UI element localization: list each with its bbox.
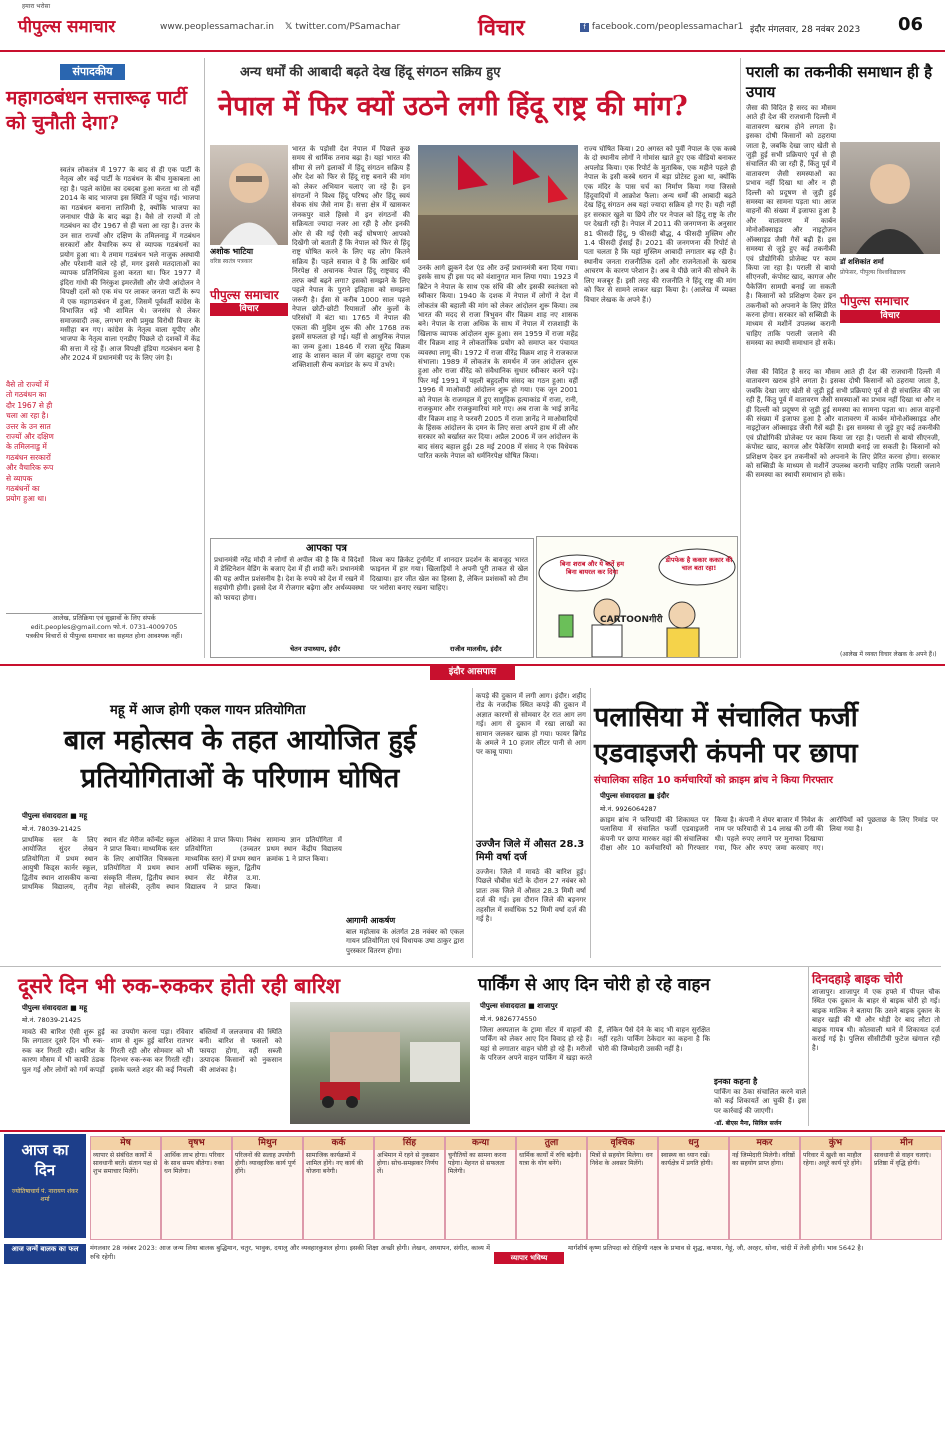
right-box-tag: विचार [840, 310, 940, 323]
right-author-photo [840, 142, 940, 254]
right-body-main: जैसा की विदित है सरद का मौसम आते ही देश की राजधानी दिल्ली में वातावरण खराब होने लगता है। इसका दोषी किसानों को ठहराया जाता है, जबकि देखा जाए खेती से जुड़ी हुई सभी प्रक्रियाएं पूर्व से ही संचालित की जा रही हैं, किंतु पूर्व में वातावरण जैसी समस्याओं का प्रभाव नहीं दिखा था और न ही दिल्ली को प्रदूषण से जुड़ी हुई समस्या का सामना पड़ता था। आज वाहनों की संख्या में इजाफा हुआ है और वातावरण में कार्बन मोनोऑक्साइड और नाइट्रोजन ऑक्साइड जैसी गैसें बढ़ी हैं। इस समस्या से जुड़े हुए कई तकनीकी एवं प्रौद्योगिकी प्रोजेक्ट पर काम किया जा रहा है। पराली से बायो सीएनजी, कंपोस्ट खाद, कागज और पैकेजिंग सामग्री बनाई जा सकती है। किसानों को प्रशिक्षण देकर इन तकनीकों को अपनाने के लिए प्रेरित करना होगा। सरकार को सब्सिडी के माध्यम से मशीनें उपलब्ध करानी चाहिए ताकि पराली जलाने की समस्या का स्थायी समाधान हो सके। [746, 368, 940, 480]
story2-phone: मो.नं. 78039-21425 [22, 1016, 82, 1024]
main-kicker: अन्य धर्मों की आबादी बढ़ते देख हिंदू संगठन सक्रिय हुए [240, 65, 501, 80]
twitter-link[interactable]: 𝕏 twitter.com/PSamachar [285, 22, 401, 32]
sign-name: कर्क [304, 1137, 373, 1150]
brief1-sub-body: उज्जैन। जिले में मावठे की बारिश हुई। पिछले चौबीस घंटों के दौरान 27 नवंबर को प्रातः तक जिले में औसत 28.3 मिमी वर्षा दर्ज की गई। इस दौरान जिले की बड़नगर तहसील में सर्वाधिक 52 मिमी वर्षा दर्ज की गई है। [476, 868, 586, 924]
footer-disclaimer: पत्रकीय विचारों से पीपुल्स समाचार का सहमत होना आवश्यक नहीं। [25, 632, 183, 640]
author-box-tag: विचार [210, 303, 288, 316]
author-name: अशोक भाटिया [210, 247, 254, 256]
author-portrait-icon [210, 145, 288, 245]
sign-text: धार्मिक कार्यों में रुचि बढ़ेगी। यात्रा के योग बनेंगे। [519, 1152, 582, 1167]
paper-tagline: हमारा भरोसा [22, 3, 51, 10]
masthead-logo: पीपुल्स समाचार [18, 17, 116, 37]
story3-headline: पलासिया में संचालित फर्जी एडवाइजरी कंपनी पर छापा [594, 702, 858, 769]
business-forecast-label: व्यापार भविष्य [494, 1252, 564, 1264]
story2-byline: पीपुल्स संवाददाता ■ महू [22, 1004, 88, 1012]
facebook-link[interactable]: f facebook.com/peoplessamachar1 [580, 22, 743, 32]
rally-flags-icon [418, 145, 578, 260]
brief1-subhead: उज्जैन जिले में औसत 28.3 मिमी वर्षा दर्ज [476, 839, 585, 863]
sign-text: सावधानी से वाहन चलाएं। प्रतिष्ठा में वृद्धि होगी। [874, 1152, 932, 1167]
sign-text: आर्थिक लाभ होगा। परिवार के साथ समय बीतेगा। रुका धन मिलेगा। [164, 1152, 225, 1175]
sign-name: मिथुन [233, 1137, 302, 1150]
letter-2-signer: राजीव मालवीय, इंदौर [450, 645, 502, 653]
horoscope-footer-body: मंगलवार 28 नवंबर 2023: आज जन्म लिया बालक बुद्धिमान, चतुर, भावुक, दयालु और व्यवहारकुशल होगा। इसकी शिक्षा अच्छी होगी। लेखन, अध्यापन, संगीत, काव्य में रुचि रहेगी। [90, 1244, 490, 1261]
sign-text: चुनौतियों का सामना करना पड़ेगा। मेहनत से सफलता मिलेगी। [448, 1152, 507, 1175]
sign-name: मकर [730, 1137, 799, 1150]
story4-phone: मो.नं. 9826774550 [480, 1015, 537, 1023]
story1-sub-body: बाल महोत्सव के अंतर्गत 28 नवंबर को एकल गायन प्रतियोगिता एवं विधायक उषा ठाकुर द्वारा पुरस्कार वितरण होगा। [346, 928, 464, 955]
rain-photo [290, 1002, 470, 1124]
business-forecast-body: मार्गशीर्ष कृष्ण प्रतिपदा को रोहिणी नक्षत्र के प्रभाव से शुद्ध, कपास, गेहूं, जौ, अरहर, सोना, चांदी में तेजी होगी। भाव 5642 है। [568, 1244, 864, 1252]
sign-card-7 [516, 1136, 587, 1240]
sign-text: परिजनों की सलाह उपयोगी होगी। व्यावहारिक कार्य पूर्ण होंगे। [235, 1152, 296, 1175]
horoscope-title-box [4, 1134, 86, 1238]
story3-phone: मो.नं. 9926064287 [600, 805, 657, 813]
editorial-title: महागठबंधन सत्तारूढ़ पार्टी को चुनौती देगा? [6, 87, 187, 134]
story4-headline: पार्किंग से आए दिन चोरी हो रहे वाहन [478, 975, 710, 995]
story5-body: शाजापुर। शाजापुर में एक हफ्ते में पीपल चौक स्थित एक दुकान के बाहर से बाइक चोरी हो गई। बाइक मालिक ने बताया कि उसने बाइक दुकान के बाहर खड़ी की थी और थोड़ी देर बाद लौटा तो बाइक गायब थी। कोतवाली थाने में शिकायत दर्ज कराई गई है। पुलिस सीसीटीवी फुटेज खंगाल रही है। [812, 988, 940, 1053]
editorial-pull-quote: वैसे तो राज्यों में तो गठबंधन का दौर 1967 से ही चला आ रहा है। उत्तर के उन सात राज्यों और दक्षिण के तमिलनाडु में गठबंधन सरकारों और वैचारिक रूप से व्यापक गठबंधनों का प्रयोग हुआ था। [6, 380, 54, 504]
right-title: पराली का तकनीकी समाधान ही है उपाय [746, 63, 933, 101]
brief1-body: कपड़े की दुकान में लगी आग। इंदौर। शहीद रोड के नजदीक स्थित कपड़े की दुकान में अज्ञात कारणों से सोमवार देर रात आग लग गई। आग से दुकान में रखा लाखों का सामान जलकर खाक हो गया। फायर ब्रिगेड के अमले ने 10 हजार लीटर पानी से आग पर काबू पाया। [476, 692, 586, 757]
author-photo [210, 145, 288, 245]
right-author-name: डॉ शशिकांत शर्मा [840, 258, 884, 266]
main-col-1: भारत के पड़ोसी देश नेपाल में पिछले कुछ समय से धार्मिक तनाव बढ़ा है। यहां भारत की सीमा से लगे इलाकों में हिंदू संगठन सक्रिय हैं और देश को फिर से हिंदू राष्ट्र बनाने की मांग को लेकर अभियान चलाए जा रहे हैं। इन संगठनों ने विश्व हिंदू परिषद और हिंदू स्वयं सेवक संघ जैसे नाम हैं। सत्ता क्षेत्र में खासकर जनकपुर वाले हिस्से में इन संगठनों की सक्रियता ज्यादा नजर आ रही है और इनकी ओर से की गई ऐसी कई घोषणाएं आपको दिखेंगी जो बताती हैं कि नेपाल को फिर से हिंदू राष्ट्र घोषित करने के लिए यह लोग कितने सक्रिय हैं। पहले सवाल ये है कि आखिर धर्म निरपेक्ष से अचानक नेपाल हिंदू राष्ट्रवाद की तरफ क्यों बढ़ने लगा? इसको समझने के लिए पहले नेपाल के पुराने इतिहास को समझना जरूरी है। ईसा से करीब 1000 साल पहले नेपाल छोटी-छोटी रियासतों और कुलों के परिसंघों में बंटा था। 1765 में नेपाल की एकता की मुहिम शुरू की और 1768 तक इसमें सफलता हो गई। यहीं से आधुनिक नेपाल का जन्म हुआ। 1846 में राजा सुरेंद्र विक्रम शाह के शासन काल में जंग बहादुर राणा एक शक्तिशाली सैन्य कमांडर के रूप में उभरे। [292, 145, 410, 370]
facebook-icon: f [580, 23, 589, 32]
indore-band-label: इंदौर आसपास [430, 664, 515, 680]
story5-headline: दिनदहाड़े बाइक चोरी [812, 972, 903, 986]
main-col-2: उनके आगे झुकने देश एंड और उन्हें प्रधानमंत्री बना दिया गया। इसके साथ ही इस पद को वंशानुगत मान लिया गया। 1923 में ब्रिटेन ने नेपाल के साथ एक संधि की और इसकी स्वतंत्रता को स्वीकार किया। 1940 के दशक में नेपाल में लोगों ने देश में लोकतंत्र की बहाली की मांग को लेकर आंदोलन शुरू किया। तब भारत की मदद से राजा त्रिभुवन वीर विक्रम शाह नए शासक बने। नेपाल के राजा अधिक के साथ में नेपाल में राजशाही के खिलाफ व्यापक आंदोलन शुरू हुआ। सन 1959 में राजा महेंद्र वीर विक्रम शाह ने लोकतांत्रिक प्रयोग को समाप्त कर पंचायत व्यवस्था लागू की। 1972 में राजा वीरेंद्र विक्रम शाह ने राजकाज संभाला। 1989 में लोकतंत्र के समर्थन में जन आंदोलन शुरू हुआ और राजा वीरेंद्र को संवैधानिक सुधार स्वीकार करने पड़े। फिर मई 1991 में पहली बहुदलीय संसद का गठन हुआ। वहीं 1996 में माओवादी आंदोलन शुरू हो गया। एक जून 2001 को नेपाल के राजमहल में हुए सामूहिक हत्याकांड में राजा, रानी, राजकुमार और राजकुमारियां मारे गए। अब राजा के भाई ज्ञानेंद्र वीर विक्रम शाह ने फरवरी 2005 में राजा ज्ञानेंद्र ने माओवादियों के हिंसक आंदोलन के दमन के लिए सत्ता अपने हाथ में ली और सरकार को बर्खास्त कर दिया। अप्रैल 2006 में जन आंदोलन के बाद संसद बहाल हुई। 28 मई 2008 में संसद ने एक विधेयक पारित करके नेपाल को धर्मनिरपेक्ष घोषित किया। [418, 264, 578, 461]
sign-name: कुंभ [801, 1137, 870, 1150]
cartoon-label: CARTOONगीरी [600, 615, 663, 625]
page-header [0, 0, 945, 52]
story3-byline: पीपुल्स संवाददाता ■ इंदौर [600, 792, 669, 800]
story3-body: क्राइम ब्रांच ने फरियादी की शिकायत पर पलासिया में संचालित फर्जी एडवाइजरी कंपनी पर छापा मारकर वहां की संचालिका दीक्षा और 10 कर्मचारियों को गिरफ्तार किया है। कंपनी ने शेयर बाजार में निवेश के नाम पर फरियादी से 14 लाख की ठगी की थी। पहले रुपए लगाने पर मुनाफा दिखाया गया, फिर और रुपए जमा करवाए गए। आरोपियों को पूछताछ के लिए रिमांड पर लिया गया है। [600, 816, 938, 853]
dateline: इंदौर मंगलवार, 28 नवंबर 2023 [750, 25, 861, 35]
cartoon-bubble-1: बिना शराब और ये बातें हम बिना बायरल कर दिया [560, 560, 624, 576]
right-box-logo: पीपुल्स समाचार [840, 294, 909, 308]
sign-card-12 [871, 1136, 942, 1240]
story3-subhead: संचालिका सहित 10 कर्मचारियों को क्राइम ब्रांच ने किया गिरफ्तार [594, 775, 833, 786]
story4-subhead: इनका कहना है [714, 1077, 758, 1086]
sign-text: व्यापार से संबंधित कार्यों में सावधानी बरतें। संतान पक्ष से शुभ समाचार मिलेंगे। [93, 1152, 158, 1175]
sign-card-9 [658, 1136, 729, 1240]
right-author-note: (आलेख में व्यक्त विचार लेखक के अपने हैं।) [840, 651, 937, 658]
sign-name: वृषभ [162, 1137, 231, 1150]
sign-card-10 [729, 1136, 800, 1240]
story1-subhead: आगामी आकर्षण [346, 916, 396, 925]
sign-text: सामाजिक कार्यक्रमों में शामिल होंगे। नए कार्य की योजना बनेगी। [306, 1152, 364, 1175]
sign-text: मित्रों से सहयोग मिलेगा। धन निवेश के अवसर मिलेंगे। [590, 1152, 653, 1167]
sign-card-11 [800, 1136, 871, 1240]
story4-byline: पीपुल्स संवाददाता ■ शाजापुर [480, 1002, 558, 1010]
website-link[interactable]: www.peoplessamachar.in [160, 22, 274, 32]
horoscope-title-top: आज का [21, 1141, 69, 1159]
main-headline: नेपाल में फिर क्यों उठने लगी हिंदू राष्ट्र की मांग? [218, 91, 688, 122]
story1-kicker: महू में आज होगी एकल गायन प्रतियोगिता [110, 703, 306, 718]
right-author-portrait-icon [840, 142, 940, 254]
sign-text: नई जिम्मेदारी मिलेगी। वरिष्ठों का सहयोग प्राप्त होगा। [732, 1152, 795, 1167]
story1-byline: पीपुल्स संवाददाता ■ महू [22, 812, 88, 820]
story1-headline: बाल महोत्सव के तहत आयोजित हुई प्रतियोगिताओं के परिणाम घोषित [63, 725, 417, 794]
horoscope-footer-label: आज जन्में बालक का फल [4, 1244, 86, 1264]
sign-card-1 [90, 1136, 161, 1240]
horoscope-divider [0, 1130, 945, 1132]
sign-name: मीन [872, 1137, 941, 1150]
story1-phone: मो.नं. 78039-21425 [22, 825, 82, 833]
sign-text: परिवार में खुशी का माहौल रहेगा। अधूरे कार्य पूरे होंगे। [803, 1152, 862, 1167]
story4-quote-by: -डॉ. बीएस मैना, सिविल सर्जन [714, 1120, 782, 1127]
sign-name: सिंह [375, 1137, 444, 1150]
footer-line: आलेख, प्रतिक्रिया एवं सुझावों के लिए संपर्क [52, 614, 156, 622]
story2-body: मावठे की बारिश ऐसी शुरू हुई कि लगातार दूसरे दिन भी रुक-रुक कर गिरती रही। बारिश के कारण मौसम में भी काफी ठंडक घुल गई और लोगों को गर्म कपड़ों का उपयोग करना पड़ा। रविवार शाम से शुरू हुई बारिश रातभर गिरती रही और सोमवार को भी दिनभर रुक-रुक कर गिरती रही। इसके चलते शहर की कई निचली बस्तियों में जलजमाव की स्थिति बनी। बारिश से फसलों को फायदा होगा, वहीं सब्जी उत्पादक किसानों को नुकसान की आशंका है। [22, 1028, 282, 1074]
story2-headline: दूसरे दिन भी रुक-रुककर होती रही बारिश [18, 973, 340, 998]
sign-card-5 [374, 1136, 445, 1240]
sign-card-4 [303, 1136, 374, 1240]
main-col-3: राज्य घोषित किया। 20 अगस्त को पूर्वी नेपाल के एक कस्बे के दो स्थानीय लोगों ने गोमांस खाते हुए एक वीडियो बनाकर अपलोड किया। एक रिपोर्ट के मुताबिक, एक महीने पहले ही नेपाल के इसी कस्बे धरान में बड़ा प्रोटेस्ट हुआ था, क्योंकि एक मंदिर के पास चर्च का निर्माण किया गया जिससे हिंदूवादियों में आक्रोश फैला। अन्य धर्मों की आबादी बढ़ते देख हिंदू संगठन अब यहां ज्यादा सक्रिय हो गए हैं। यही नहीं हर सरकार खुले या छिपे तौर पर नेपाल को हिंदू राष्ट्र के तौर पर देखती रही है। नेपाल में 2011 की जनगणना के अनुसार 81 फीसदी हिंदू, 9 फीसदी बौद्ध, 4 फीसदी मुस्लिम और 1.4 फीसदी ईसाई हैं। 2021 की जनगणना की रिपोर्ट से पता चलता है कि यहां मुस्लिम आबादी लगातार बढ़ रही है। स्थानीय जनता राजनीतिक दलों और राजनेताओं के खराब आचरण के कारण परेशान है। अब वे पीछे जाने की सोचने के लिए मजबूर हैं। इसी तरह की राजनीति ने हिंदू राष्ट्र की मांग को फिर से सामने लाकर खड़ा किया है। (आलेख में व्यक्त विचार लेखक के अपने हैं।) [584, 145, 736, 304]
editorial-footer [6, 613, 202, 654]
sign-name: तुला [517, 1137, 586, 1150]
rally-photo [418, 145, 578, 260]
editorial-label: संपादकीय [60, 64, 125, 80]
story4-quote: पार्किंग का ठेका संचालित करने वाले को कई शिकायतें आ चुकी हैं। इस पर कार्रवाई की जाएगी। [714, 1088, 806, 1115]
cartoon-panel [536, 536, 738, 658]
sign-card-8 [587, 1136, 658, 1240]
sign-card-6 [445, 1136, 516, 1240]
sign-card-3 [232, 1136, 303, 1240]
sign-text: स्वास्थ्य का ध्यान रखें। कार्यक्षेत्र में प्रगति होगी। [661, 1152, 713, 1167]
author-desc: वरिष्ठ स्वतंत्र पत्रकार [210, 258, 253, 265]
letter-2: विश्व कप क्रिकेट टूर्नामेंट में शानदार प्रदर्शन के बावजूद भारत फाइनल में हार गया। खिलाड़ियों ने अपनी पूरी ताकत से खेल दिखाया। हार जीत खेल का हिस्सा है, लेकिन प्रशंसकों को टीम पर भरोसा बनाए रखना चाहिए। [370, 556, 528, 593]
rain-street-icon [290, 1002, 470, 1124]
sign-name: कन्या [446, 1137, 515, 1150]
cartoon-bubble-2: डीपफेक है ककार ककार की चाल बता रहा! [665, 556, 733, 572]
sign-card-2 [161, 1136, 232, 1240]
horoscope-astrologer: ज्योतिषाचार्य पं. नारायण शंकर शर्मा [11, 1188, 79, 1203]
twitter-icon: 𝕏 [285, 22, 296, 32]
cartoon-drawing-icon [537, 537, 737, 657]
page-number: 06 [898, 14, 924, 35]
letter-1-signer: चेतन उपाध्याय, इंदौर [290, 645, 341, 653]
footer-email[interactable]: edit.peoples@gmail.com फो.नं. 0731-4009705 [30, 623, 178, 631]
story4-body: जिला अस्पताल के ट्रामा सेंटर में वाहनों की पार्किंग को लेकर आए दिन विवाद हो रहे हैं। यहां से लगातार वाहन चोरी हो रहे हैं। मरीजों के परिजन अपने वाहन पार्किंग में खड़ा करते हैं, लेकिन पैसे देने के बाद भी वाहन सुरक्षित नहीं रहते। पार्किंग ठेकेदार का कहना है कि चोरी की जिम्मेदारी उसकी नहीं है। [480, 1026, 710, 1063]
right-body-intro: जैसा की विदित है सरद का मौसम आते ही देश की राजधानी दिल्ली में वातावरण खराब होने लगता है। इसका दोषी किसानों को ठहराया जाता है, जबकि देखा जाए खेती से जुड़ी हुई सभी प्रक्रियाएं पूर्व से ही संचालित की जा रही हैं, किंतु पूर्व में वातावरण जैसी समस्याओं का प्रभाव नहीं दिखा था और न ही दिल्ली को प्रदूषण से जुड़ी हुई समस्या का सामना पड़ता था। आज वाहनों की संख्या में इजाफा हुआ है और वातावरण में कार्बन मोनोऑक्साइड और नाइट्रोजन ऑक्साइड जैसी गैसें बढ़ी हैं। इस समस्या से जुड़े हुए कई तकनीकी एवं प्रौद्योगिकी प्रोजेक्ट पर काम किया जा रहा है। पराली से बायो सीएनजी, कंपोस्ट खाद, कागज और पैकेजिंग सामग्री बनाई जा सकती है। किसानों को प्रशिक्षण देकर इन तकनीकों को अपनाने के लिए प्रेरित करना होगा। सरकार को सब्सिडी के माध्यम से मशीनें उपलब्ध करानी चाहिए ताकि पराली जलाने की समस्या का स्थायी समाधान हो सके। [746, 104, 836, 348]
sign-name: मेष [91, 1137, 160, 1150]
sign-name: धनु [659, 1137, 728, 1150]
horoscope-title-bottom: दिन [34, 1161, 56, 1179]
story1-body: प्राथमिक स्तर के लिए आयोजित सुंदर लेखन प्रतियोगिता में प्रथम स्थान आयुषी किड्स कार्नर स्कूल, द्वितीय स्थान शासकीय कन्या प्राथमिक विद्यालय, तृतीय स्थान सेंट मेरीज कॉन्वेंट स्कूल ने प्राप्त किया। माध्यमिक स्तर के लिए आयोजित चित्रकला प्रतियोगिता में प्रथम स्थान संस्कृति नीलम, द्वितीय स्थान नेहा सोलंकी, तृतीय स्थान अंशिका ने प्राप्त किया। निबंध प्रतियोगिता (उच्चतर माध्यमिक स्तर) में प्रथम स्थान आर्मी पब्लिक स्कूल, द्वितीय स्थान सेंट मेरीज उ.मा. विद्यालय ने प्राप्त किया। सामान्य ज्ञान प्रतियोगिता में प्रथम स्थान केंद्रीय विद्यालय क्रमांक 1 ने प्राप्त किया। [22, 836, 342, 892]
author-box-logo: पीपुल्स समाचार [210, 288, 279, 302]
right-author-desc: प्रोफेसर, पीपुल्स विश्वविद्यालय [840, 269, 906, 276]
letters-title: आपका पत्र [306, 543, 347, 554]
sign-name: वृश्चिक [588, 1137, 657, 1150]
editorial-body: स्वतंत्र लोकतंत्र में 1977 के बाद से ही एक पार्टी के नेतृत्व और कई पार्टी के गठबंधन के बीच मुकाबला आ रहा है। पहले कांग्रेस का दबदबा हुआ करता था तो वहीं 2014 के बाद भाजपा इस स्थिति में पहुंच गई। भाजपा का गठबंधन बनाना लाजिमी है, क्योंकि भाजपा का जनाधार पीछे के बाद बढ़ा है। वैसे तो राज्यों में तो गठबंधन का दौर 1967 से ही चला आ रहा है। उत्तर के उन सात राज्यों और दक्षिण के तमिलनाडु में गठबंधन सरकारों और वैचारिक रूप से व्यापक गठबंधनों का प्रयोग हुआ था। ये तमाम गठबंधन भले नाजुक अस्थायी और परेशानी वाले रहे हों, मगर इससे मतदाताओं का व्यापक प्रतिनिधित्व हुआ करता था। फिर 1977 में इंदिरा गांधी की निरंकुश इमरजेंसी और जेपी आंदोलन ने विपक्षी दलों को एक मंच पर लाकर जनता पार्टी के रूप में एक महागठबंधन में हुआ, जिसमें पूर्ववर्ती कांग्रेस के विभाजित धड़े भी शामिल थे। जनसंघ से लेकर समाजवादी तक, लगभग सभी प्रमुख विरोधी विचार के मसीहा बन गए। कांग्रेस के नेतृत्व वाला यूपीए और भाजपा के नेतृत्व वाला एनडीए पिछले दो दशकों में केंद्र की सत्ता में रहे हैं। आज विपक्षी इंडिया गठबंधन बना है और 2024 में प्रधानमंत्री पद के लिए जंग है। [60, 166, 200, 363]
section-title: विचार [478, 16, 525, 41]
sign-text: अभिमान में रहने से नुकसान होगा। सोच-समझकर निर्णय लें। [377, 1152, 439, 1175]
letter-1: प्रधानमंत्री नरेंद्र मोदी ने लोगों से अपील की है कि वे विदेशों में डेस्टिनेशन वेडिंग के बजाए देश में ही शादी करें। प्रधानमंत्री की यह अपील प्रशंसनीय है। देश के रुपये को देश में रखने में सहयोगी होगी। इससे देश में रोजगार बढ़ेगा और अर्थव्यवस्था को फायदा होगा। [214, 556, 364, 602]
